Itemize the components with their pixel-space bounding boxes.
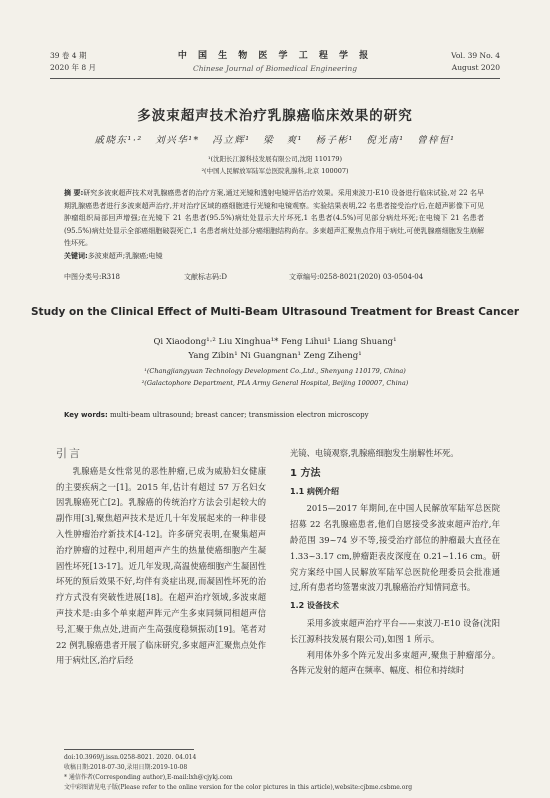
classification-row <box>64 272 484 282</box>
section-1-1-paragraph: 2015—2017 年期间,在中国人民解放军陆军总医院招募 22 名乳腺癌患者,他们自愿接受多波束超声治疗,年龄范围 39~74 岁不等,接受治疗部位的肿瘤最大直径在 1.33~3.17 cm,肿瘤距表皮深度在 0.21~1.16 cm。研究方案经中国人民解放军陆军总医院伦理委员会批准通过,所有患者均签署束波刀乳腺癌治疗知情同意书。 <box>290 503 500 593</box>
section-1-2-paragraph-1: 采用多波束超声治疗平台——束波刀-E10 设备(沈阳长江源科技发展有限公司),如图 1 所示。 <box>290 617 500 644</box>
footnote-corresponding: * 通信作者(Corresponding author),E-mail:lxh@cjykj.com <box>64 774 233 781</box>
affiliation-cn-1: ¹(沈阳长江源科技发展有限公司,沈阳 110179) <box>207 155 343 163</box>
authors-cn: 戚晓东¹·² 刘兴华¹* 冯立辉¹ 梁 爽¹ 杨子彬¹ 倪光南¹ 曾梓恒¹ <box>94 135 456 146</box>
header-rule <box>50 78 500 79</box>
affiliation-cn-2: ²(中国人民解放军陆军总医院乳腺科,北京 100007) <box>201 167 349 175</box>
affiliation-en-1: ¹(Changjiangyuan Technology Development Co.,Ltd., Shenyang 110179, China) <box>144 367 406 375</box>
header-volume-en <box>451 50 500 74</box>
keywords-label-cn: 关键词: <box>64 251 88 260</box>
header-vol-cn: 39 卷 4 期 <box>50 51 87 60</box>
section-1-1-heading: 1.1 病例介绍 <box>290 486 339 496</box>
journal-name-cn: 中 国 生 物 医 学 工 程 学 报 <box>177 51 373 61</box>
section-1-2-heading: 1.2 设备技术 <box>290 601 339 611</box>
abstract-cn <box>64 187 484 262</box>
journal-name-en: Chinese Journal of Biomedical Engineering <box>192 64 358 73</box>
section-1-heading: 1 方法 <box>290 467 321 479</box>
header-date-cn: 2020 年 8 月 <box>50 63 97 72</box>
title-en: Study on the Clinical Effect of Multi-Beam Ultrasound Treatment for Breast Cancer <box>30 306 519 318</box>
footnote-dates: 收稿日期:2018-07-30,录用日期:2019-10-08 <box>64 764 188 771</box>
abstract-text-cn: 研究多波束超声技术对乳腺癌患者的治疗方案,通过光镜和透射电镜评估治疗效果。采用束波刀-E10 设备进行临床试验,对 22 名早期乳腺癌患者进行多波束超声治疗,并对治疗区域的癌细胞进行光镜和电镜观察。实验结果表明,22 名患者接受治疗后,在超声影像下可见肿瘤组织局部回声增强;在光镜下 21 名患者(95.5%)病灶处显示大片坏死,1 名患者(4.5%)可见部分病灶坏死;在电镜下 21 名患者(95.5%)病灶处显示全部癌细胞破裂死亡,1 名患者病灶处部分癌细胞结构尚存。多束超声汇聚焦点作用于病灶,可使乳腺癌细胞发生崩解性坏死。 <box>64 189 484 247</box>
section-1-2-paragraph-2: 利用体外多个阵元发出多束超声,聚焦于肿瘤部分。各阵元发射的超声在频率、幅度、相位和持续时 <box>290 649 500 676</box>
authors-en-line2: Yang Zibin¹ Ni Guangnan¹ Zeng Ziheng¹ <box>188 351 362 361</box>
keywords-en <box>64 411 494 419</box>
footnote-rule <box>64 749 194 750</box>
keywords-text-cn: 多波束超声;乳腺癌;电镜 <box>87 251 163 260</box>
title-cn: 多波束超声技术治疗乳腺癌临床效果的研究 <box>137 108 413 124</box>
footnotes <box>64 753 504 793</box>
keywords-text-en: multi-beam ultrasound; breast cancer; transmission electron microscopy <box>110 411 369 419</box>
intro-paragraph: 乳腺癌是女性常见的恶性肿瘤,已成为威胁妇女健康的主要疾病之一[1]。2015 年,估计有超过 57 万名妇女因乳腺癌死亡[2]。乳腺癌的传统治疗方法会引起较大的副作用[3],聚焦超声技术是近几十年发展起来的一种非侵入性肿瘤治疗新技术[4-12]。许多研究表明,在聚集超声治疗肿瘤的过程中,利用超声产生的热量使癌细胞产生凝固性坏死[13-17]。近几年发现,高温使癌细胞产生凝固性坏死的预后效果不好,均伴有炎症出现,而凝固性坏死的治疗方式没有突破性进展[18]。在超声治疗领域,多波束超声技术是:由多个单束超声阵元产生多束同频同相超声信号,汇聚于焦点处,进而产生高强度稳频振动[19]。笔者对 22 例乳腺癌患者开展了临床研究,多束超声汇聚焦点处作用于病灶区,治疗后经 <box>56 465 266 666</box>
footnote-color-note: 文中彩图请见电子版(Please refer to the online version for the color pictures in this article),website:cjbme.csbme.org <box>64 784 413 791</box>
footnote-doi: doi:10.3969/j.issn.0258-8021. 2020. 04.014 <box>64 754 197 761</box>
intro-heading: 引言 <box>56 447 82 460</box>
continued-paragraph: 光镜、电镜观察,乳腺癌细胞发生崩解性坏死。 <box>290 448 459 458</box>
affiliation-en-2: ²(Galactophore Department, PLA Army General Hospital, Beijing 100007, China) <box>141 379 409 387</box>
article-number: 文章编号:0258-8021(2020) 03-0504-04 <box>289 273 424 281</box>
body-right-column <box>290 446 500 679</box>
abstract-label-cn: 摘 要: <box>64 189 84 197</box>
header-vol-en: Vol. 39 No. 4 <box>451 51 500 60</box>
body-left-column <box>56 446 266 669</box>
authors-en-line1: Qi Xiaodong¹·² Liu Xinghua¹* Feng Lihui¹ Liang Shuang¹ <box>153 337 397 347</box>
keywords-label-en: Key words: <box>64 411 108 419</box>
clc-number: 中图分类号:R318 <box>64 273 120 281</box>
header-date-en: August 2020 <box>451 63 500 72</box>
document-code: 文献标志码:D <box>184 273 227 281</box>
